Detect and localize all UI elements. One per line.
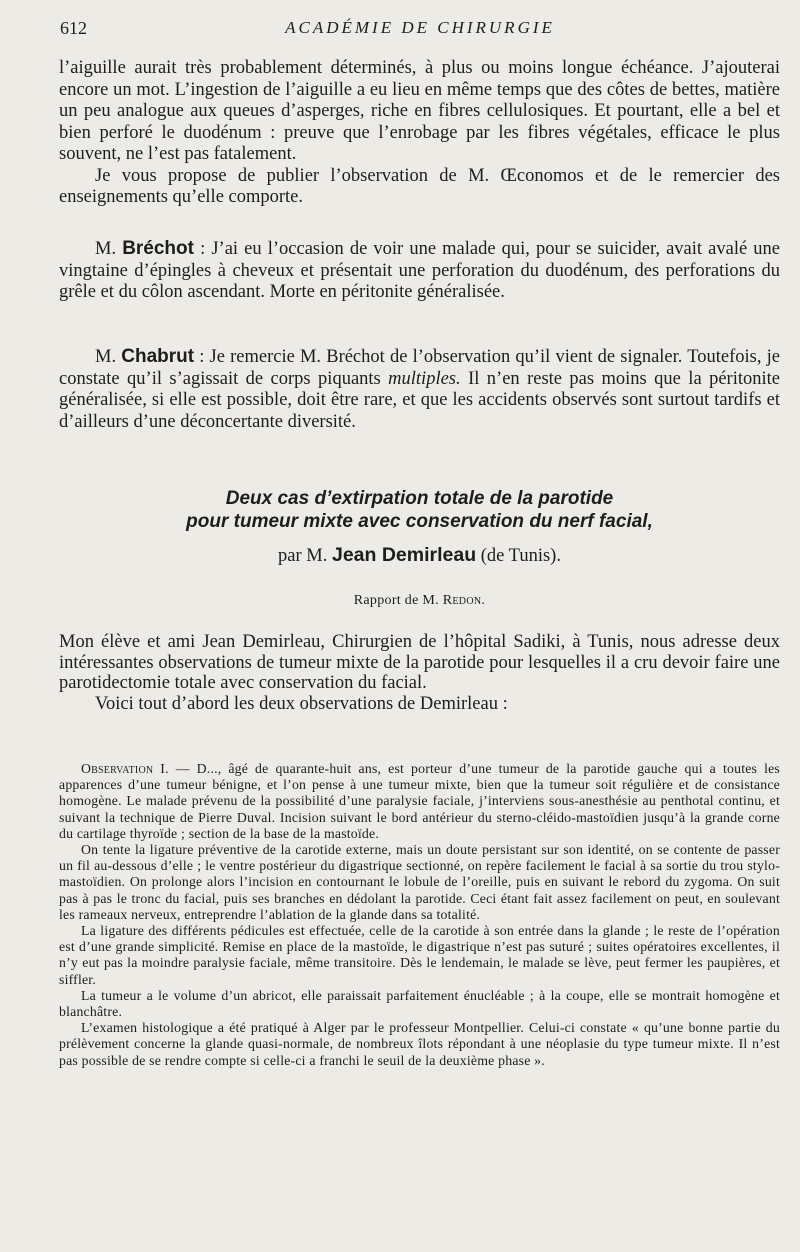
discussion-continuation [59, 58, 780, 209]
paragraph-text: : Je remercie M. Bréchot de l’observation qu’il vient de signaler. Toutefois, je constate qu’il s’agissait de corps piquants [59, 347, 780, 389]
title-line: pour tumeur mixte avec conservation du nerf facial, [186, 511, 653, 532]
paragraph: L’examen histologique a été pratiqué à Alger par le professeur Montpellier. Celui-ci constate « qu’une bonne partie du prélèvement concerne la glande quasi-normale, de nombreux îlots répondant à une néoplasie du type tumeur mixte. Il n’est pas possible de se rendre compte si celle-ci a franchi le seuil de la deuxième phase ». [59, 1020, 780, 1068]
paragraph: On tente la ligature préventive de la carotide externe, mais un doute persistant sur son identité, on se contente de passer un fil au-dessous d’elle ; le ventre postérieur du digastrique sectionné, on repère facilement le facial à sa sortie du trou stylo-mastoïdien. On prolonge alors l’incision en contournant le lobule de l’oreille, puis en suivant le rebord du zygoma. On suit pas à pas le tronc du facial, puis ses branches en dédolant la parotide. Ceci étant fait assez facilement on peut, en soulevant les rameaux nerveux, entreprendre l’ablation de la glande dans sa totalité. [59, 842, 780, 922]
observation-1 [59, 761, 780, 1069]
brechot-intervention [59, 238, 780, 304]
paragraph: l’aiguille aurait très probablement déterminés, à plus ou moins longue échéance. J’ajouterai encore un mot. L’ingestion de l’aiguille a eu lieu en même temps que des côtes de bettes, matière un peu analogue aux queues d’asperges, riche en fibres cellulosiques. Et pourtant, elle a bel et bien perforé le duodénum : preuve que l’enrobage par les fibres végétales, efficace le plus souvent, ne l’est pas fatalement. [59, 58, 780, 164]
speaker-name: Chabrut [121, 346, 195, 367]
byline [59, 544, 780, 567]
report-prefix: Rapport de M. [353, 593, 439, 608]
paragraph: Je vous propose de publier l’observation de M. Œconomos et de le remercier des enseignements qu’elle comporte. [59, 165, 780, 207]
running-header [60, 18, 780, 44]
paragraph-text: : J’ai eu l’occasion de voir une malade qui, pour se suicider, avait avalé une vingtaine d’épingles à cheveux et présentait une perforation du duodénum, des perforations du grêle et du côlon ascendant. Morte en péritonite généralisée. [59, 239, 780, 302]
paragraph: Voici tout d’abord les deux observations de Demirleau : [95, 693, 508, 714]
author-name: Jean Demirleau [331, 544, 477, 566]
author-affiliation: (de Tunis). [480, 546, 561, 566]
paragraph: La tumeur a le volume d’un abricot, elle paraissait parfaitement énucléable ; à la coupe, elle se montrait homogène et blanchâtre. [59, 987, 780, 1020]
report-line [59, 593, 780, 609]
title-line: Deux cas d’extirpation totale de la parotide [225, 488, 614, 509]
emphasis: multiples. [388, 368, 461, 389]
observation-label: Observation [81, 761, 154, 776]
speaker-prefix: M. [95, 239, 117, 259]
report-suffix: . [481, 593, 486, 608]
paragraph: Mon élève et ami Jean Demirleau, Chirurgien de l’hôpital Sadiki, à Tunis, nous adresse deux intéressantes observations de tumeur mixte de la parotide pour lesquelles il a cru devoir faire une parotidectomie totale avec conservation du facial. [59, 632, 780, 694]
paragraph-text: Il n’en reste pas moins que la péritonite généralisée, si elle est possible, doit être rare, et que les accidents observés sont surtout tardifs et d’ailleurs d’une déconcertante diversité. [59, 368, 780, 432]
article-intro [59, 632, 780, 714]
speaker-prefix: M. [95, 347, 117, 367]
article-title [59, 487, 780, 533]
byline-prefix: par M. [278, 546, 328, 566]
speaker-name: Bréchot [122, 238, 194, 259]
paragraph: La ligature des différents pédicules est effectuée, celle de la carotide à son entrée dans la glande ; le reste de l’opération est d’une grande simplicité. Remise en place de la mastoïde, le digastrique n’est pas suturé ; suites opératoires excellentes, il n’y eut pas la moindre paralysie faciale, même transitoire. Dès le lendemain, le malade se lève, peut fermer les paupières, et siffler. [59, 923, 780, 987]
page-number: 612 [60, 18, 87, 38]
reporter-name: Redon [442, 593, 482, 608]
chabrut-intervention [59, 346, 780, 433]
paragraph-text: — D..., âgé de quarante-huit ans, est porteur d’une tumeur de la parotide gauche qui a toutes les apparences d’une tumeur bénigne, et l’on pense à une tumeur mixte, bien que la tumeur soit régulière et de consistance homogène. Le malade prévenu de la possibilité d’une paralysie faciale, j’interviens sous-anesthésie au penthotal continu, et suivant la technique de Pierre Duval. Incision suivant le bord antérieur du sterno-cléido-mastoïdien jusqu’à la grande corne du cartilage thyroïde ; section de la base de la mastoïde. [59, 761, 781, 841]
journal-title: ACADÉMIE DE CHIRURGIE [285, 18, 555, 37]
observation-number: I. [160, 761, 169, 776]
